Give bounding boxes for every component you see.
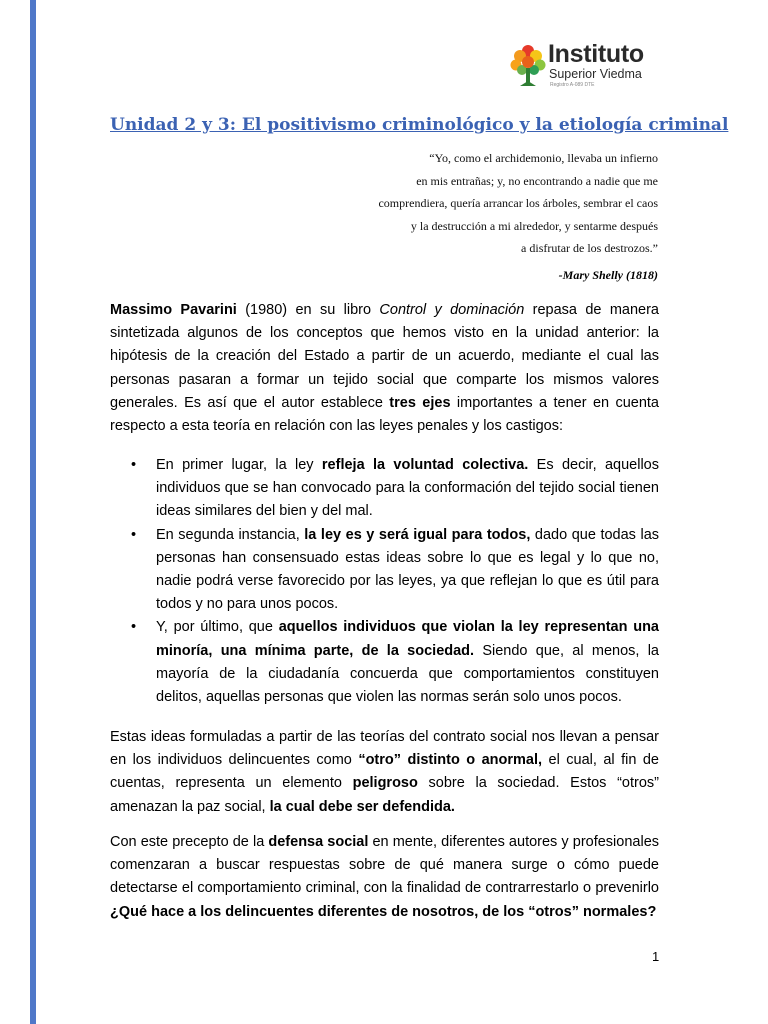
quote-line: comprendiera, quería arrancar los árboles, sembrar el caos — [378, 196, 658, 210]
document-title: Unidad 2 y 3: El positivismo criminológico y la etiología criminal — [110, 115, 729, 135]
paragraph-social-defense: Con este precepto de la defensa social en mente, diferentes autores y profesionales comenzaran a buscar respuestas sobre de qué manera surge o cómo puede detectarse el comportamiento criminal, con la finalidad de contrarrestarlo o prevenirlo ¿Qué hace a los delincuentes diferentes de nosotros, de los “otros” normales? — [110, 834, 660, 920]
paragraph-contract-theory: Estas ideas formuladas a partir de las teorías del contrato social nos llevan a pensar en los individuos delincuentes como “otro” distinto o anormal, el cual, al fin de cuentas, representa un elemento peligroso sobre la sociedad. Estos “otros” amenazan la paz social, la cual debe ser defendida. — [110, 729, 659, 815]
list-item: • En segunda instancia, la ley es y será igual para todos, dado que todas las personas han consensuado estas ideas sobre lo que es legal y lo que no, nadie podrá verse favorecido por las leyes, ya que reflejan lo que es útil para todos y no para unos pocos. — [110, 524, 659, 617]
quote-line: “Yo, como el archidemonio, llevaba un infierno — [429, 151, 658, 165]
tree-logo-icon — [508, 42, 548, 90]
logo-registration: Registro A-089 DTE — [550, 82, 595, 88]
logo-title: Instituto — [548, 40, 644, 68]
page-number: 1 — [652, 949, 660, 964]
quote-line: en mis entrañas; y, no encontrando a nadie que me — [416, 173, 658, 188]
institute-logo — [508, 42, 658, 92]
key-question: ¿Qué hace a los delincuentes diferentes de nosotros, de los “otros” normales? — [110, 903, 657, 920]
bullet-icon: • — [131, 619, 137, 636]
paragraph-intro: Massimo Pavarini (1980) en su libro Control y dominación repasa de manera sintetizada algunos de los conceptos que hemos visto en la unidad anterior: la hipótesis de la creación del Estado a partir de un acuerdo, mediante el cual las personas pasaran a formar un tejido social que comparte los mismos valores generales. Es así que el autor establece tres ejes importantes a tener en cuenta respecto a esta teoría en relación con las leyes penales y los castigos: — [110, 302, 659, 435]
bullet-icon: • — [131, 457, 137, 473]
quote-line: y la destrucción a mi alrededor, y sentarme después — [410, 218, 658, 233]
page-left-border — [30, 0, 36, 1024]
quote-author: -Mary Shelly (1818) — [558, 268, 658, 282]
list-item: • Y, por último, que aquellos individuos que violan la ley representan una minoría, una mínima parte, de la sociedad. Siendo que, al menos, la mayoría de la ciudadanía concuerda que comportamientos constituyen delitos, aquellas personas que violen las normas serán solo unos pocos. — [110, 616, 659, 709]
list-item: • En primer lugar, la ley refleja la voluntad colectiva. Es decir, aquellos individuos que se han convocado para la conformación del tejido social tienen ideas similares del bien y del mal. — [110, 454, 659, 524]
epigraph-quote — [378, 147, 658, 260]
bullet-icon: • — [131, 526, 137, 543]
author-name: Massimo Pavarini — [110, 302, 237, 318]
logo-subtitle: Superior Viedma — [549, 67, 642, 81]
quote-line: a disfrutar de los destrozos.” — [521, 241, 658, 255]
book-title: Control y dominación — [379, 302, 525, 318]
axes-list — [110, 454, 659, 709]
